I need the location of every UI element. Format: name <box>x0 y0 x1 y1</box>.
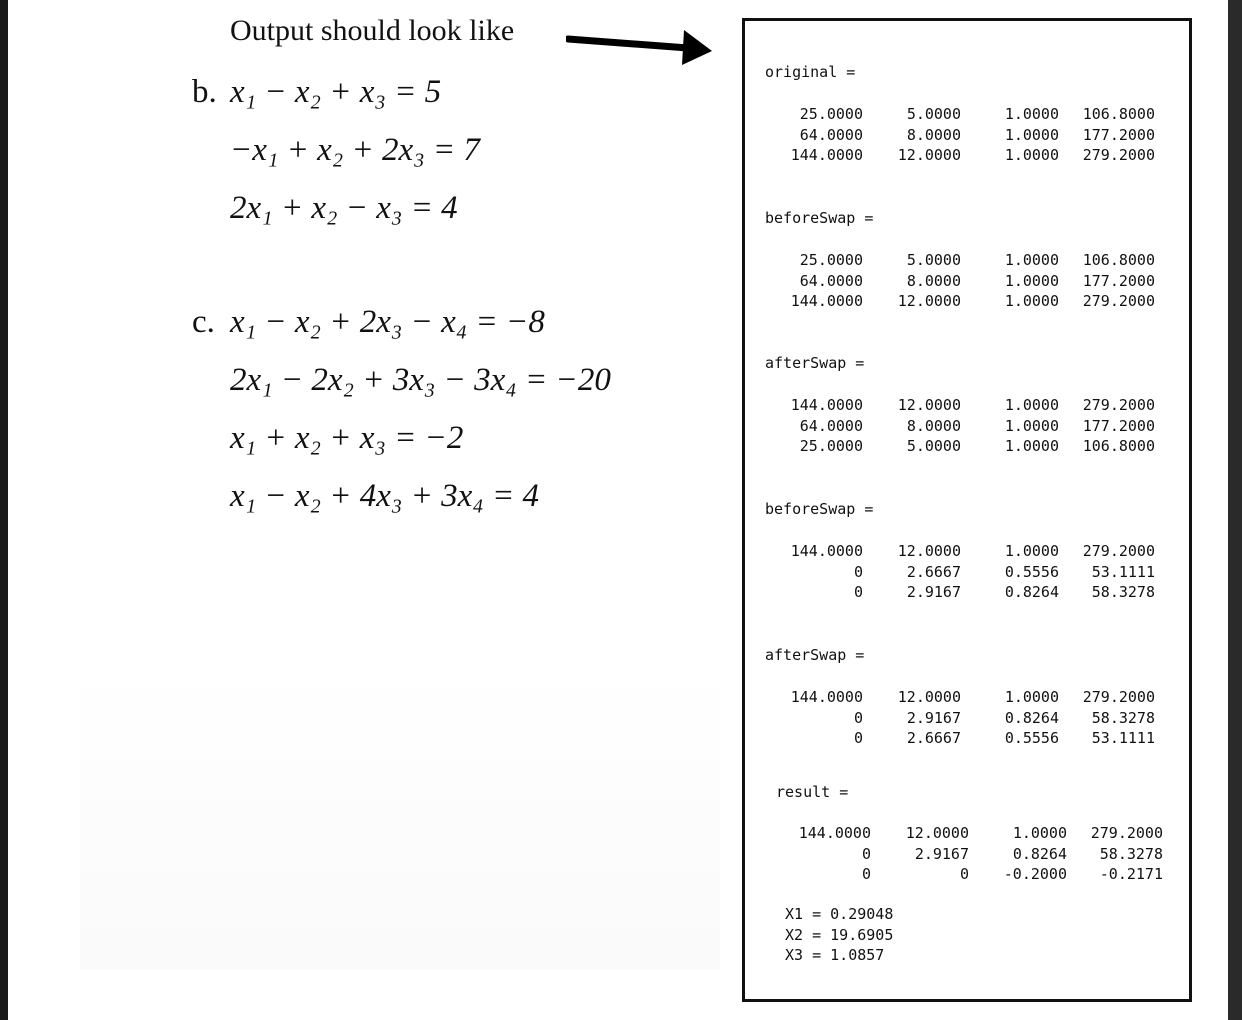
matrix-afterswap-2 <box>765 687 1155 749</box>
matrix-cell: 58.3278 <box>1091 708 1155 727</box>
matrix-cell: 177.2000 <box>1082 271 1155 290</box>
matrix-cell: 0 <box>853 729 863 747</box>
matrix-cell: 106.8000 <box>1082 105 1155 123</box>
var-label-afterswap: afterSwap = <box>765 646 865 664</box>
matrix-cell: 58.3278 <box>1091 583 1155 601</box>
matrix-cell: 1.0000 <box>1004 542 1059 560</box>
matrix-cell: 1.0000 <box>1004 292 1059 310</box>
matrix-row <box>765 104 1155 125</box>
matrix-cell: 58.3278 <box>1099 844 1163 863</box>
matrix-cell: 177.2000 <box>1082 125 1155 144</box>
matrix-cell: 106.8000 <box>1082 437 1155 455</box>
matrix-cell: 2.9167 <box>906 708 961 727</box>
var-label-afterswap: afterSwap = <box>765 354 865 372</box>
matrix-cell: 144.0000 <box>790 688 863 706</box>
solution-x1: X1 = 0.29048 <box>785 905 894 923</box>
matrix-cell: 279.2000 <box>1082 146 1155 164</box>
matrix-row <box>765 271 1155 292</box>
var-label-beforeswap: beforeSwap = <box>765 209 874 227</box>
matrix-cell: 0.8264 <box>1004 583 1059 601</box>
matrix-cell: 12.0000 <box>897 542 961 560</box>
matrix-cell: 12.0000 <box>897 292 961 310</box>
matrix-cell: 2.6667 <box>906 562 961 581</box>
matrix-row <box>765 541 1155 562</box>
problem-label: b. <box>192 74 217 110</box>
matrix-cell: 0 <box>959 865 969 883</box>
matrix-cell: 5.0000 <box>906 251 961 269</box>
equation: 2x₁ − 2x₂ + 3x₃ − 3x₄ = −20 <box>230 362 611 398</box>
matrix-cell: 1.0000 <box>1012 824 1067 842</box>
matrix-cell: 106.8000 <box>1082 251 1155 269</box>
matrix-row <box>773 844 1163 865</box>
heading: Output should look like <box>230 14 515 47</box>
matrix-cell: 144.0000 <box>790 292 863 310</box>
matrix-cell: 53.1111 <box>1091 562 1155 581</box>
matrix-cell: 0.5556 <box>1004 729 1059 747</box>
matrix-row <box>773 864 1163 885</box>
matlab-output-panel <box>742 18 1192 1002</box>
matrix-cell: 8.0000 <box>906 416 961 435</box>
matrix-row <box>765 125 1155 146</box>
matrix-cell: 64.0000 <box>799 271 863 290</box>
equation: 2x₁ + x₂ − x₃ = 4 <box>230 190 458 226</box>
matrix-cell: 5.0000 <box>906 105 961 123</box>
equation: −x₁ + x₂ + 2x₃ = 7 <box>230 132 480 168</box>
matrix-cell: 279.2000 <box>1082 396 1155 414</box>
matrix-cell: 53.1111 <box>1091 729 1155 747</box>
matrix-row <box>765 145 1155 166</box>
matrix-row <box>765 562 1155 583</box>
matrix-cell: 0 <box>861 865 871 883</box>
matrix-cell: 1.0000 <box>1004 688 1059 706</box>
matrix-cell: 5.0000 <box>906 437 961 455</box>
matrix-cell: 0.8264 <box>1004 708 1059 727</box>
matrix-cell: 12.0000 <box>905 824 969 842</box>
equation: x₁ − x₂ + 4x₃ + 3x₄ = 4 <box>230 478 540 514</box>
matrix-beforeswap-2 <box>765 541 1155 603</box>
solution-x2: X2 = 19.6905 <box>785 925 894 944</box>
var-label-beforeswap: beforeSwap = <box>765 500 874 518</box>
problem-label: c. <box>192 304 215 340</box>
matrix-cell: 144.0000 <box>790 396 863 414</box>
matrix-cell: 0.5556 <box>1004 562 1059 581</box>
solution-x3: X3 = 1.0857 <box>785 946 885 964</box>
matrix-cell: 64.0000 <box>799 125 863 144</box>
matrix-cell: 0 <box>853 583 863 601</box>
matrix-cell: 8.0000 <box>906 271 961 290</box>
equation: x₁ − x₂ + x₃ = 5 <box>230 74 442 110</box>
matrix-cell: 279.2000 <box>1082 688 1155 706</box>
equation: x₁ + x₂ + x₃ = −2 <box>230 420 464 456</box>
matrix-cell: 0.8264 <box>1012 844 1067 863</box>
arrow-right-icon <box>566 20 716 66</box>
matrix-cell: 0 <box>853 562 863 581</box>
faded-background-region <box>80 670 720 970</box>
matrix-cell: 12.0000 <box>897 688 961 706</box>
matrix-row <box>765 436 1155 457</box>
matrix-cell: 0 <box>853 708 863 727</box>
matrix-cell: 8.0000 <box>906 125 961 144</box>
matrix-beforeswap-1 <box>765 250 1155 312</box>
matrix-cell: 144.0000 <box>790 542 863 560</box>
matrix-row <box>765 582 1155 603</box>
matrix-cell: 0 <box>861 844 871 863</box>
matrix-cell: 12.0000 <box>897 396 961 414</box>
matrix-cell: 25.0000 <box>799 105 863 123</box>
matrix-cell: 2.9167 <box>914 844 969 863</box>
matrix-cell: 64.0000 <box>799 416 863 435</box>
matrix-cell: 279.2000 <box>1082 292 1155 310</box>
equation: x₁ − x₂ + 2x₃ − x₄ = −8 <box>230 304 545 340</box>
matrix-cell: 279.2000 <box>1090 824 1163 842</box>
matrix-row <box>765 708 1155 729</box>
matrix-cell: 1.0000 <box>1004 251 1059 269</box>
solution-block <box>785 904 893 966</box>
matrix-cell: 1.0000 <box>1004 416 1059 435</box>
matrix-row <box>765 728 1155 749</box>
matrix-row <box>765 687 1155 708</box>
matrix-afterswap-1 <box>765 395 1155 457</box>
matrix-cell: 1.0000 <box>1004 437 1059 455</box>
matrix-cell: 144.0000 <box>790 146 863 164</box>
var-label-original: original = <box>765 63 856 81</box>
matrix-cell: 2.9167 <box>906 583 961 601</box>
matrix-cell: 1.0000 <box>1004 105 1059 123</box>
var-label-result: result = <box>776 783 849 801</box>
matrix-cell: 1.0000 <box>1004 271 1059 290</box>
matrix-row <box>773 823 1163 844</box>
matrix-cell: 12.0000 <box>897 146 961 164</box>
left-edge-border <box>0 0 8 1020</box>
matrix-cell: 25.0000 <box>799 437 863 455</box>
matrix-cell: 144.0000 <box>798 824 871 842</box>
matrix-row <box>765 416 1155 437</box>
matrix-cell: 2.6667 <box>906 729 961 747</box>
matrix-cell: 1.0000 <box>1004 125 1059 144</box>
matrix-cell: -0.2000 <box>1003 865 1067 883</box>
right-edge-border <box>1228 0 1242 1020</box>
matrix-row <box>765 291 1155 312</box>
matrix-result <box>773 823 1163 885</box>
matrix-row <box>765 250 1155 271</box>
matrix-cell: -0.2171 <box>1099 865 1163 883</box>
matrix-cell: 177.2000 <box>1082 416 1155 435</box>
matrix-cell: 1.0000 <box>1004 146 1059 164</box>
matrix-row <box>765 395 1155 416</box>
matrix-cell: 1.0000 <box>1004 396 1059 414</box>
matrix-original <box>765 104 1155 166</box>
matrix-cell: 279.2000 <box>1082 542 1155 560</box>
matrix-cell: 25.0000 <box>799 251 863 269</box>
